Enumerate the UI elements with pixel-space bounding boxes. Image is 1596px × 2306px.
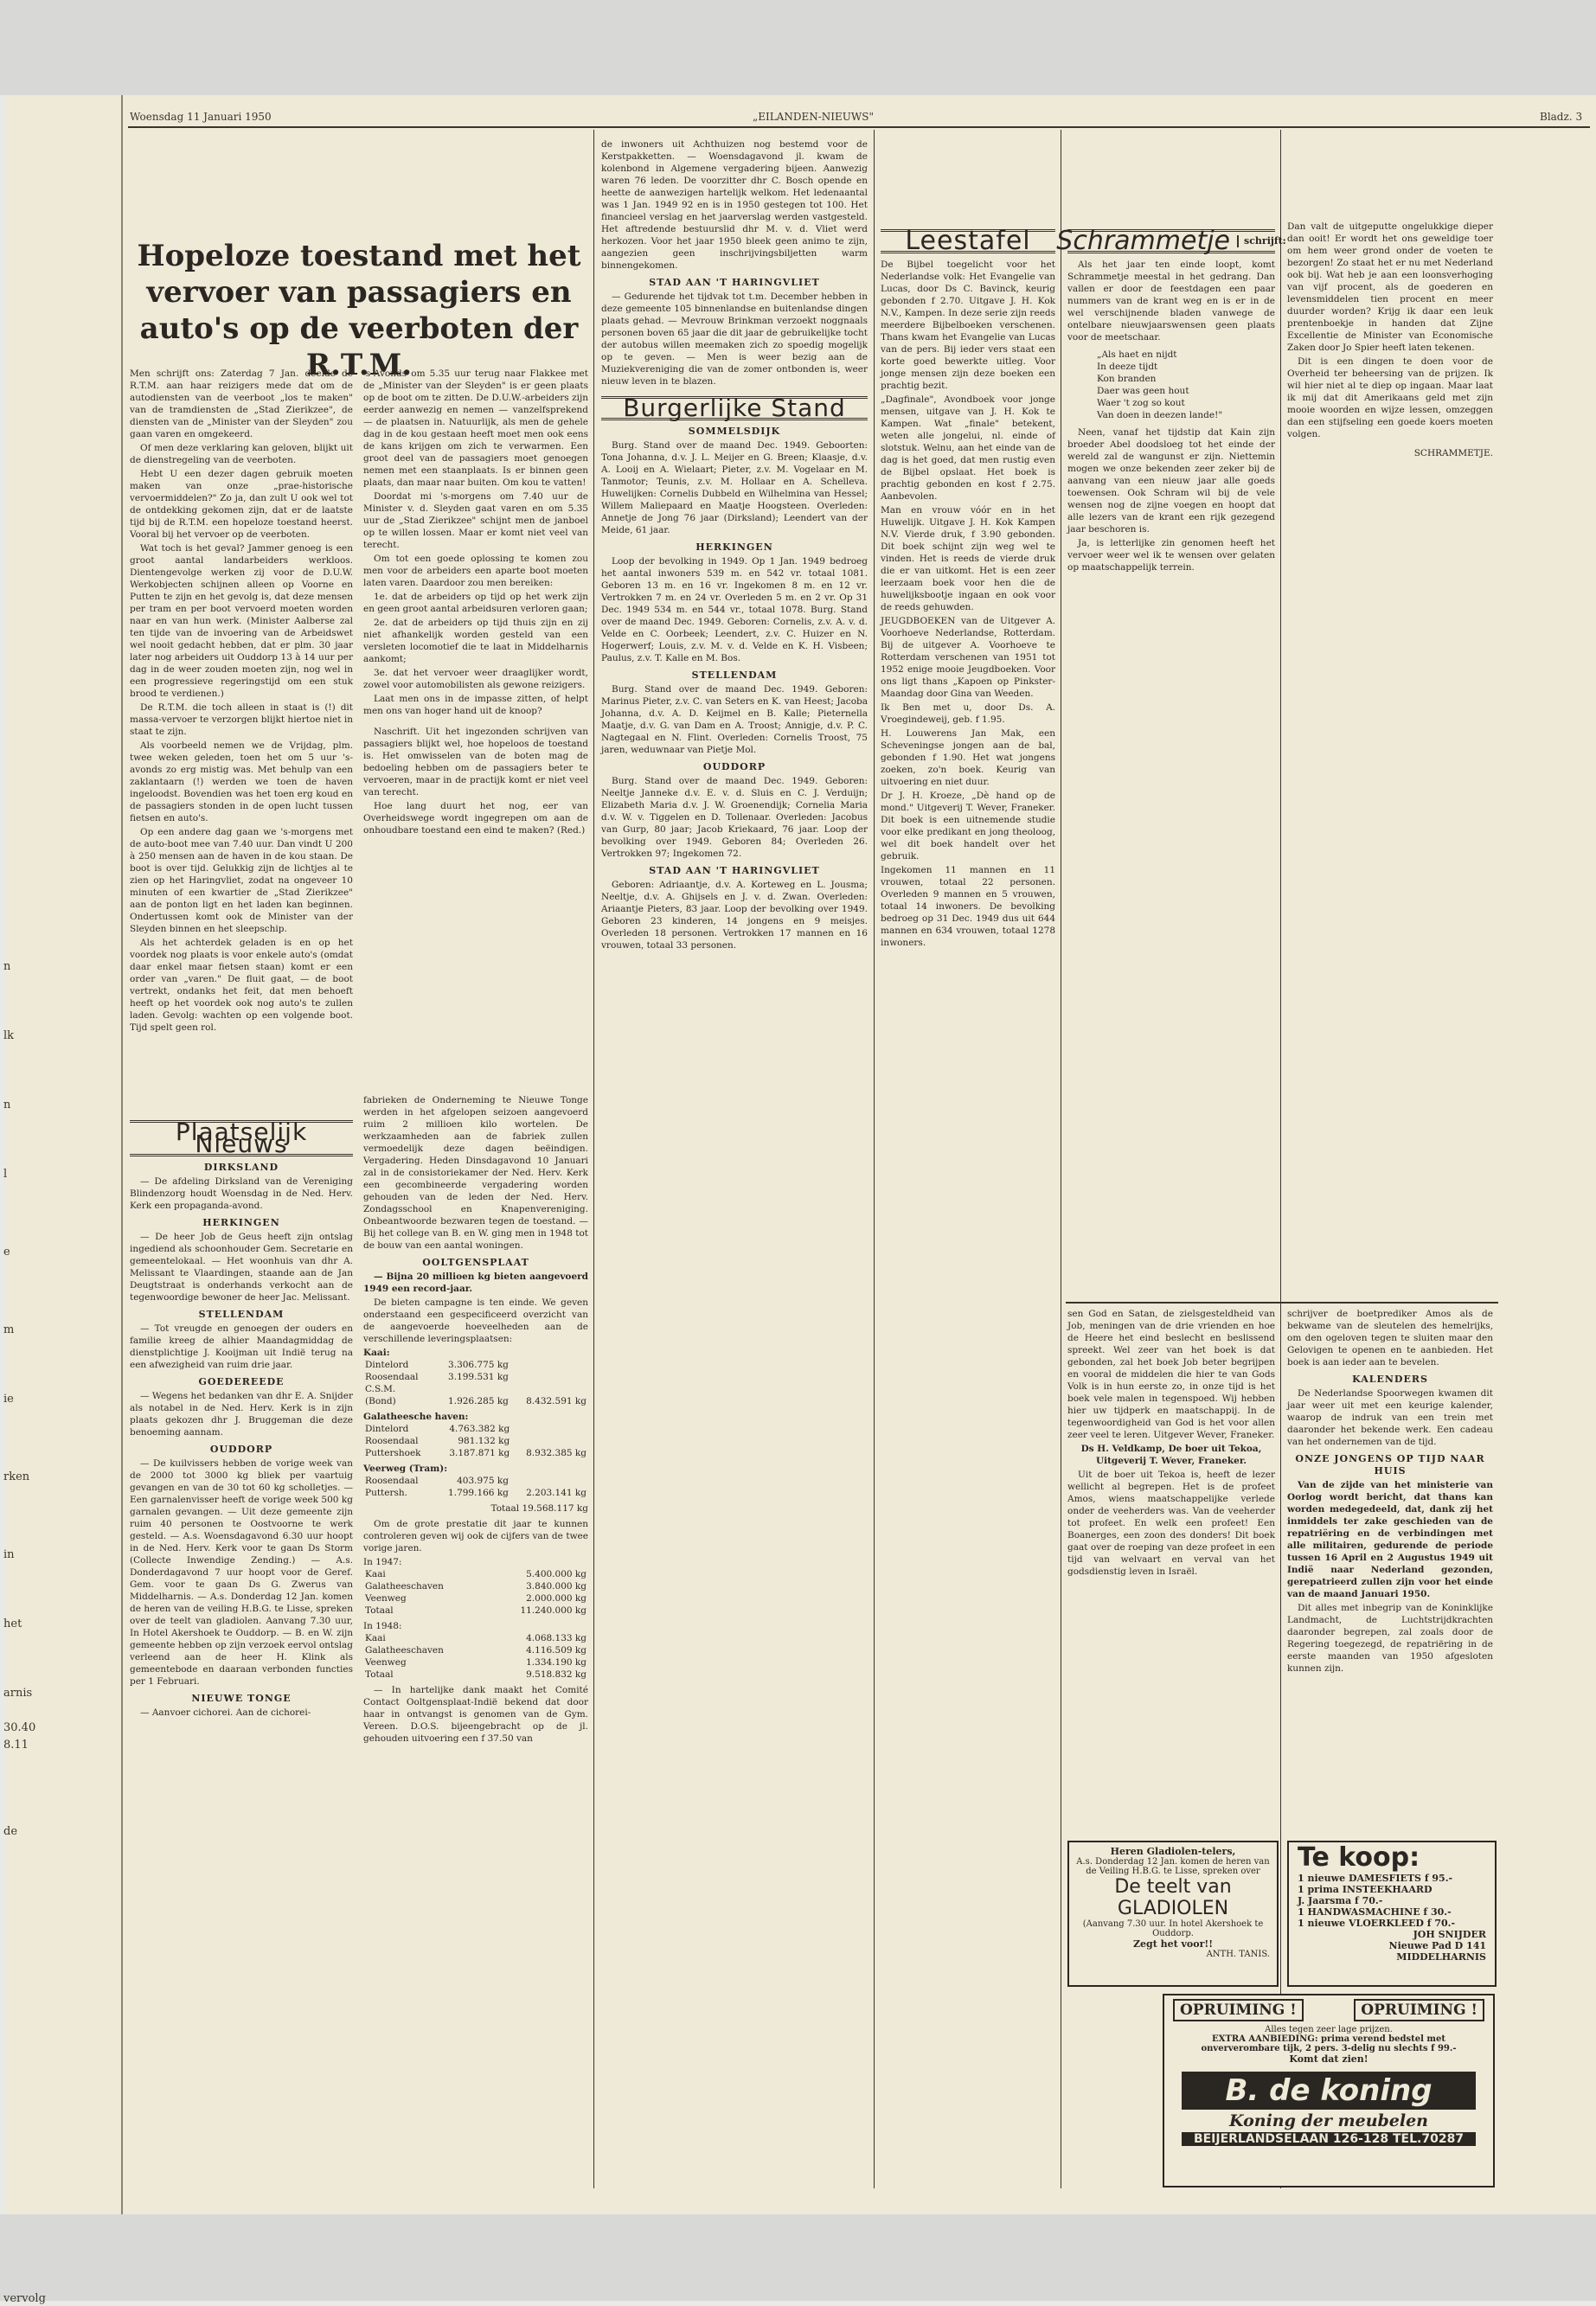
- table-row: [363, 1592, 588, 1605]
- strip-text: n: [3, 960, 11, 973]
- section-rule: [1066, 1302, 1498, 1304]
- strip-text: vervolg: [3, 2292, 46, 2305]
- table-cell: 981.132 kg: [458, 1436, 510, 1446]
- local-news-column: [130, 1111, 353, 2193]
- ad-de-koning: [1163, 1994, 1495, 2187]
- ad-line: 1 HANDWASMACHINE f 30.-: [1298, 1906, 1452, 1918]
- table-cell: 1.334.190 kg: [526, 1657, 586, 1668]
- table-cell: 2.203.141 kg: [526, 1488, 586, 1498]
- header-paper-name: „EILANDEN-NIEUWS": [753, 111, 874, 123]
- review-item: De Bijbel toegelicht voor het Nederlandse volk: Het Evangelie van Lucas, door Ds C. Bavinck, keurig gebonden f 2.70. Uitgave J. H. Kok N.V., Kampen. In deze serie zijn reeds meerdere Bijbelboeken verschenen. Thans kwam het Evangelie van Lucas van de pers. Bij ieder vers staat een korte goed bewerkte uitleg. Voor jonge mensen zijn deze boeken een prachtig bezit.: [881, 259, 1055, 391]
- table-cell: 8.932.385 kg: [526, 1448, 586, 1458]
- ad-title: Te koop:: [1298, 1842, 1420, 1873]
- section-heading: STAD AAN 'T HARINGVLIET: [649, 865, 820, 876]
- table-cell: Roosendaal: [365, 1476, 419, 1486]
- paragraph: Neen, vanaf het tijdstip dat Kain zijn broeder Abel doodsloeg tot het einde der wereld zal de wangunst er zijn. Niettemin mogen we onze bekenden zeer zeker bij de aanvang van een nieuw jaar alle goeds toewensen. Ook Schram wil bij de vele wensen nog de zijne voegen en hoopt dat alle lezers van de krant een rijk gezegend jaar beschoren is.: [1067, 427, 1275, 535]
- book-review-column: [1067, 1308, 1275, 1835]
- section-heading: STELLENDAM: [198, 1309, 285, 1320]
- paragraph: Als het achterdek geladen is en op het voordek nog plaats is voor enkele auto's (omdat daar enkel maar fietsen staan) komt er een order van „varen." De fluit gaat, — de boot vertrekt, ondanks het feit, dat men behoeft heeft op het voordek ook nog auto's te zullen laden. Gevolg: wachten op een volgende boot. Tijd spelt geen rol.: [130, 938, 353, 1033]
- column-rule: [593, 130, 594, 2188]
- paragraph: Op een andere dag gaan we 's-morgens met de auto-boot mee van 7.40 uur. Dan vindt U 200 à 250 mensen aan de haven in de kou staan. De boot is over tijd. Gelukkig zijn de lichtjes al te zien op het Haringvliet, zodat na ongeveer 10 minuten of een kwartier de „Stad Zierikzee" aan de ponton ligt en het laden kan beginnen. Ondertussen komt ook de Minister van der Sleyden binnen en het sleepschip.: [130, 827, 353, 934]
- table-cell: 3.199.531 kg: [448, 1372, 509, 1382]
- civil-registry-heading: Burgerlijke Stand: [601, 396, 868, 420]
- table-cell: [510, 1359, 588, 1371]
- ad-line: Komt dat zien!: [1289, 2053, 1368, 2065]
- rtm-article-headline-box: [130, 238, 588, 382]
- paragraph: Wat toch is het geval? Jammer genoeg is een groot aantal landarbeiders werkloos. Dientengevolge werken zij voor de D.U.W. Werkobjecten schijnen alleen op Voorne en Putten te zijn en het gevolg is, dat deze mensen per tram en per boot vervoerd moeten worden naar en van hun werk. (Minister Aalberse zal ten tijde van de invoering van de Arbeidswet wel nooit gedacht hebben, dat er plm. 30 jaar later nog arbeiders uit Ouddorp 13 à 14 uur per dag in de weer zouden moeten zijn, nog wel in een progressieve regeringstijd om een stuk brood te verdienen.): [130, 543, 353, 699]
- ad-title: GLADIOLEN: [1117, 1898, 1229, 1919]
- section-heading: ONZE JONGENS OP TIJD NAAR HUIS: [1295, 1453, 1485, 1476]
- table-row: [363, 1669, 588, 1681]
- poem-line: Kon branden: [1097, 374, 1157, 384]
- header-date: Woensdag 11 Januari 1950: [130, 111, 272, 123]
- ad-address: BEIJERLANDSELAAN 126-128 TEL.70287: [1182, 2132, 1476, 2146]
- paragraph: Geboren: Adriaantje, d.v. A. Korteweg en L. Jousma; Neeltje, d.v. A. Ghijsels en J. v. d. Zwan. Overleden: Ariaantje Pieters, 83 jaar. Loop der bevolking over 1949. Geboren 23 kinderen, 14 jongens en 9 meisjes. Overleden 18 personen. Vertrokken 17 mannen en 16 vrouwen, totaal 33 personen.: [601, 880, 868, 951]
- paragraph: 2e. dat de arbeiders op tijd thuis zijn en zij niet afhankelijk worden gesteld van een versleten locomotief die te laat in Middelharnis aankomt;: [363, 618, 588, 664]
- table-row: [363, 1371, 588, 1383]
- ad-line: J. Jaarsma f 70.-: [1298, 1895, 1383, 1906]
- column-4-leestafel: [881, 221, 1055, 2193]
- paragraph: — Tot vreugde en genoegen der ouders en familie kreeg de alhier Maandagmiddag de dienstplichtige J. Kooijman uit Indië terug na een afwezigheid van ruim drie jaar.: [130, 1323, 353, 1370]
- table-cell: 2.000.000 kg: [526, 1593, 586, 1604]
- table-cell: [510, 1475, 588, 1487]
- section-heading: OOLTGENSPLAAT: [422, 1257, 529, 1268]
- schrammetje-column-2: [1287, 221, 1493, 1297]
- paragraph: — Gedurende het tijdvak tot t.m. December hebben in deze gemeente 105 binnenlandse en buitenlandse dingen plaats gehad. — Mevrouw Brinkman verzoekt noggnaals personen boven 65 jaar die dit jaar de gebruikelijke tocht der autobus willen meemaken zich zo spoedig mogelijk op te geven. — Men is weer bezig aan de Muziekvereniging die van de zomer ontbonden is, weer nieuw leven in te blazen.: [601, 291, 868, 387]
- paragraph: Dit alles met inbegrip van de Koninklijke Landmacht, de Luchtstrijdkrachten daaronder begrepen, zal zoals door de Regering toegezegd, de repatriëring in de eerste maanden van 1950 afgesloten kunnen zijn.: [1287, 1603, 1493, 1674]
- table-cell: Dintelord: [365, 1360, 409, 1370]
- schrammetje-masthead: [1056, 226, 1286, 256]
- paragraph: De bieten campagne is ten einde. We geven onderstaand een gespecificeerd overzicht van de aangevoerde hoeveelheden aan de verschillende leveringsplaatsen:: [363, 1297, 588, 1344]
- review-item: Man en vrouw vóór en in het Huwelijk. Uitgave J. H. Kok Kampen N.V. Vierde druk, f 3.90 gebonden. Dit boek schijnt zijn weg wel te vinden. Het is reeds de vierde druk die er van uitkomt. Het is een zeer leerzaam boek voor hen die de huwelijksbootje ingaan en ook voor de reeds gehuwden.: [881, 505, 1055, 612]
- paragraph: Burg. Stand over de maand Dec. 1949. Geboren: Neeltje Janneke d.v. E. v. d. Sluis en C. J. Verduijn; Elizabeth Maria d.v. J. W. Groenendijk; Cornelia Maria d.v. W. v. Tiggelen en D. Tollenaar. Overleden: Jacobus van Gurp, 80 jaar; Jacob Kriekaard, 76 jaar. Loop der bevolking over 1949. Geboren 84; Overleden 26. Vertrokken 97; Ingekomen 72.: [601, 776, 868, 859]
- schrammetje-subtitle: schrijft:: [1237, 235, 1286, 247]
- strip-text: lk: [3, 1029, 15, 1042]
- strip-text: de: [3, 1825, 18, 1838]
- strip-text: ie: [3, 1393, 14, 1406]
- beet-table-veerweg: [363, 1475, 588, 1499]
- paragraph: schrijver de boetprediker Amos als de bekwame van de sleutelen des hemelrijks, om den ogeloven tegen te sluiten maar den Gelovigen te openen en te aanbieden. Het boek is aan ieder aan te bevelen.: [1287, 1309, 1493, 1368]
- paragraph: Dan valt de uitgeputte ongelukkige dieper dan ooit! Er wordt het ons geweldige toer om hem weer grond onder de voeten te bezorgen! Zo staat het er nu met Nederland ook bij. Wat heb je aan een loonsverhoging van vijf procent, als de goederen en levensmiddelen tien procent en meer duurder worden? Krijg ik daar een leuk prentenboekje in handen dat Zijne Excellentie de Minister van Economische Zaken door Jo Spier heeft laten tekenen.: [1287, 221, 1493, 353]
- paragraph: Men schrijft ons: Zaterdag 7 Jan. deelde de R.T.M. aan haar reizigers mede dat om de autodiensten van de veerboot „los te maken" van de tramdiensten de „Stad Zierikzee", de diensten van de „Minister van der Sleyden" zou gaan varen en omgekeerd.: [130, 368, 353, 439]
- paragraph: Burg. Stand over de maand Dec. 1949. Geboren: Marinus Pieter, z.v. C. van Seters en K. van Heest; Jacoba Johanna, d.v. A. D. Keijmel en B. Kalle; Pieternella Maatje, d.v. G. van Dam en A. Troost; Annigje, d.v. P. C. Nagtegaal en N. Flint. Overleden: Cornelis Troost, 75 jaren, weduwnaar van Pietje Mol.: [601, 684, 868, 755]
- paragraph: sen God en Satan, de zielsgesteldheid van Job, meningen van de drie vrienden en hoe de Heere het eind beslecht en beslissend spreekt. Wel zeer van het boek is dat gebonden, zal het boek Job beter begrijpen en vooral de middelen die hier te van Gods Volk is in hun eerste zo, in onze tijd is het boek vele malen in tegenspoed. Wij hebben hier uw tijdperk en maatschappij. In de tegenwoordigheid van God is het voor allen zeer veel te leren. Uitgever Wever, Franeker.: [1067, 1309, 1275, 1440]
- ad-tagline: Koning der meubelen: [1228, 2111, 1428, 2130]
- poem-line: In deeze tijdt: [1097, 362, 1158, 372]
- review-item: Dr J. H. Kroeze, „Dè hand op de mond." Uitgeverij T. Wever, Franeker. Dit boek is een uitnemende studie voor elke predikant en jong theoloog, wel dit boek handelt over het gebruik.: [881, 791, 1055, 862]
- section-heading: GOEDEREEDE: [198, 1376, 285, 1387]
- table-label: In 1948:: [363, 1621, 402, 1631]
- table-row: [363, 1605, 588, 1617]
- table-label: Veerweg (Tram):: [363, 1464, 448, 1474]
- paragraph: Burg. Stand over de maand Dec. 1949. Geboorten: Tona Johanna, d.v. J. L. Meijer en G. Breen; Klaasje, d.v. A. Looij en A. Wielaart; Pieter, z.v. M. Vogelaar en M. Tanmotor; Teunis, z.v. M. Hollaar en A. Schelleva. Huwelijken: Cornelis Dubbeld en Wilhelmina van Hessel; Willem Maliepaard en Maatje Hoogsteen. Overleden: Annetje de Jong 76 jaar (Dirksland); Leendert van der Meide, 61 jaar.: [601, 440, 868, 535]
- paragraph: Van de zijde van het ministerie van Oorlog wordt bericht, dat thans kan worden medegedeeld, dat, dank zij het inmiddels ter zake geschieden van de repatriëring en de verbindingen met alle militairen, gedurende de periode tussen 16 April en 2 Augustus 1949 uit Indië naar Nederland gezonden, gerepatrieerd zullen zijn voor het einde van de maand Januari 1950.: [1287, 1480, 1493, 1599]
- ad-line: JOH SNIJDER: [1413, 1929, 1486, 1940]
- section-heading: HERKINGEN: [202, 1217, 280, 1228]
- table-cell: (Bond): [365, 1396, 396, 1406]
- table-cell: [510, 1383, 588, 1395]
- strip-text: m: [3, 1323, 15, 1336]
- table-cell: 5.400.000 kg: [526, 1569, 586, 1579]
- paragraph: 1e. dat de arbeiders op tijd op het werk zijn en geen groot aantal arbeidsuren verloren gaan;: [363, 592, 588, 614]
- table-cell: Totaal: [365, 1605, 394, 1616]
- table-cell: [511, 1423, 588, 1435]
- column-rule: [874, 130, 875, 2188]
- strip-text: rken: [3, 1470, 30, 1483]
- paragraph: Uit de boer uit Tekoa is, heeft de lezer wellicht al begrepen. Het is de profeet Amos, wiens maatschappelijke verlede onder de veeherders was. Van de veeherder tot profeet. En welk een profeet! Een Boanerges, een zoon des donders! Dit boek gaat over de roeping van deze profeet in een tijd van welvaart en verval van het godsdienstig leven in Israël.: [1067, 1470, 1275, 1577]
- poem-line: Daer was geen hout: [1097, 386, 1189, 396]
- ad-line: Heren Gladiolen-telers,: [1110, 1846, 1236, 1857]
- table-row: [363, 1644, 588, 1656]
- ad-line: ANTH. TANIS.: [1206, 1950, 1270, 1959]
- table-cell: Galatheeschaven: [365, 1645, 444, 1656]
- ad-line: EXTRA AANBIEDING: prima verend bedstel met onververombare tijk, 2 pers. 3-delig nu slechts f 99.-: [1201, 2034, 1457, 2053]
- editor-postscript: Naschrift. Uit het ingezonden schrijven van passagiers blijkt wel, hoe hopeloos de toestand is. Het omwisselen van de boten mag de bedoeling hebben om de passagiers beter te vervoeren, maar in de practijk komt er niet veel van terecht.: [363, 727, 588, 797]
- table-row: [363, 1580, 588, 1592]
- table-cell: Kaai: [365, 1633, 386, 1643]
- column-rule: [1280, 130, 1281, 2188]
- rtm-article-col-b: [363, 368, 588, 1086]
- strip-text: 8.11: [3, 1739, 29, 1752]
- table-cell: Totaal: [365, 1669, 394, 1680]
- table-cell: 1.926.285 kg: [448, 1396, 509, 1406]
- section-heading: HERKINGEN: [695, 541, 773, 553]
- header-page-number: Bladz. 3: [1540, 111, 1583, 123]
- news-lower-column: [1287, 1308, 1493, 1835]
- ad-line: 1 nieuwe DAMESFIETS f 95.-: [1298, 1873, 1453, 1884]
- poem-line: „Als haet en nijdt: [1097, 349, 1177, 360]
- poem-line: Van doen in deezen lande!": [1097, 410, 1223, 420]
- table-cell: 4.068.133 kg: [526, 1633, 586, 1643]
- paragraph: Hebt U een dezer dagen gebruik moeten maken van onze „prae-historische vervoermiddelen?" Zo ja, dan zult U ook wel tot de ontdekking gekomen zijn, dat er de laatste tijd bij de R.T.M. een hopeloze toestand heerst. Vooral bij het vervoer op de veerboten.: [130, 469, 353, 540]
- table-label: Kaai:: [363, 1348, 390, 1358]
- paragraph: — In hartelijke dank maakt het Comité Contact Ooltgensplaat-Indië bekend dat door haar in ontvangst is genomen van de Gym. Vereen. D.O.S. bijeengebracht op de jl. gehouden uitvoering een f 37.50 van: [363, 1685, 588, 1744]
- ad-line: (Aanvang 7.30 uur. In hotel Akershoek te Ouddorp.: [1082, 1919, 1264, 1938]
- paragraph: Om de grote prestatie dit jaar te kunnen controleren geven wij ook de cijfers van de twee vorige jaren.: [363, 1519, 588, 1553]
- de-koning-logo: B. de koning: [1182, 2072, 1476, 2110]
- paragraph: — De heer Job de Geus heeft zijn ontslag ingediend als schoonhouder Gem. Secretarie en gemeentelokaal. — Het woonhuis van dhr A. Melissant te Vlaardingen, staande aan de Jan Deugtstraat is onderhands verkocht aan de tegenwoordige bewoner de heer Jac. Melissant.: [130, 1232, 353, 1303]
- paragraph: Loop der bevolking in 1949. Op 1 Jan. 1949 bedroeg het aantal inwoners 539 m. en 542 vr. totaal 1081. Geboren 13 m. en 16 vr. Ingekomen 8 m. en 12 vr. Vertrokken 7 m. en 24 vr. Overleden 5 m. en 2 vr. Op 31 Dec. 1949 534 m. en 544 vr., totaal 1078. Burg. Stand over de maand Dec. 1949. Geboren: Cornelis, z.v. A. v. d. Velde en C. Oorbeek; Leendert, z.v. C. Huizer en N. Hogerwerf; Louis, z.v. M. v. d. Velde en K. H. Visbeen; Paulus, z.v. T. Kalle en M. Bos.: [601, 556, 868, 663]
- rtm-article-headline: Hopeloze toestand met het vervoer van passagiers en auto's op de veerboten der R.T.M.: [137, 239, 581, 382]
- section-heading: OUDDORP: [702, 761, 766, 772]
- ad-line: 1 prima INSTEEKHAARD: [1298, 1884, 1433, 1895]
- review-item: „Dagfinale", Avondboek voor jonge mensen, uitgave van J. H. Kok te Kampen. Wat „finale" betekent, weten alle jongelui, nl. einde of slotstuk. Welnu, aan het einde van de dag is het goed, dat men rustig even de Bijbel opslaat. Het boek is prachtig gebonden en kost f 2.75. Aanbevolen.: [881, 394, 1055, 502]
- table-row: [363, 1475, 588, 1487]
- table-row: [363, 1435, 588, 1447]
- paragraph: Dit is een dingen te doen voor de Overheid ter beheersing van de prijzen. Ik wil hier niet al te diep op ingaan. Maar laat ik mij dat dit Amerikaans geld met zijn mooie woorden en wijze lessen, omzeggen dan een stijfseling een goede koers moeten volgen.: [1287, 356, 1493, 439]
- table-cell: 8.432.591 kg: [526, 1396, 586, 1406]
- table-row: [363, 1383, 588, 1395]
- table-row: [363, 1632, 588, 1644]
- ad-row: [1164, 1995, 1493, 2025]
- strip-text: het: [3, 1617, 22, 1630]
- table-cell: 9.518.832 kg: [526, 1669, 586, 1680]
- section-heading: STAD AAN 'T HARINGVLIET: [649, 277, 820, 288]
- section-heading: STELLENDAM: [691, 669, 778, 681]
- paragraph: — De kuilvissers hebben de vorige week van de 2000 tot 3000 kg bliek per vaartuig gevangen en van de 30 tot 60 kg scholletjes. — Een garnalenvisser heeft de vorige week 500 kg garnalen gevangen. — Uit deze gemeente zijn ruim 40 personen te Oostvoorne te werk gesteld. — A.s. Woensdagavond 6.30 uur hoopt in de Ned. Herv. Kerk voor te gaan Ds Storm (Collecte Inwendige Zending.) — A.s. Donderdagavond 7 uur hoopt voor de Geref. Gem. voor te gaan Ds G. Zwerus van Middelharnis. — A.s. Donderdag 12 Jan. komen de heren van de veiling H.B.G. te Lisse, spreken over de teelt van gladiolen. Aanvang 7.30 uur, In Hotel Akershoek te Ouddorp. — B. en W. zijn gemeente hebben op zijn verzoek eervol ontslag verleend aan de heer H. Klink als gemeentebode en daaraan verbonden functies per 1 Februari.: [130, 1458, 353, 1687]
- schrammetje-column: [1056, 221, 1286, 1297]
- ad-line: Nieuwe Pad D 141: [1388, 1940, 1486, 1951]
- table-cell: 11.240.000 kg: [520, 1605, 586, 1616]
- ooltgensplaat-column: [363, 1094, 588, 2193]
- table-cell: 1.799.166 kg: [448, 1488, 509, 1498]
- strip-text: l: [3, 1168, 8, 1181]
- ad-title: De teelt van: [1114, 1876, 1232, 1898]
- strip-text: 30.40: [3, 1721, 36, 1734]
- beet-table-1948: [363, 1632, 588, 1681]
- table-cell: 403.975 kg: [457, 1476, 509, 1486]
- paragraph: 3e. dat het vervoer weer draaglijker wordt, zowel voor automobilisten als gewone reizigers.: [363, 668, 588, 690]
- ad-badge: OPRUIMING !: [1354, 1999, 1484, 2021]
- section-heading: NIEUWE TONGE: [191, 1693, 292, 1704]
- table-cell: 3.840.000 kg: [526, 1581, 586, 1592]
- editor-postscript: Hoe lang duurt het nog, eer van Overheidswege wordt ingegrepen om aan de onhoudbare toestand een eind te maken? (Red.): [363, 801, 588, 836]
- strip-text: in: [3, 1548, 15, 1561]
- table-cell: 3.306.775 kg: [448, 1360, 509, 1370]
- table-cell: Veenweg: [365, 1657, 407, 1668]
- review-title: Ds H. Veldkamp, De boer uit Tekoa, Uitgeverij T. Wever, Franeker.: [1080, 1444, 1262, 1466]
- paragraph: — Bijna 20 millioen kg bieten aangevoerd 1949 een record-jaar.: [363, 1272, 588, 1294]
- previous-page-strip: [0, 95, 123, 2305]
- rtm-article-col-a: [130, 368, 353, 1103]
- table-cell: 4.763.382 kg: [449, 1424, 510, 1434]
- table-cell: 3.187.871 kg: [449, 1448, 510, 1458]
- table-row: [363, 1656, 588, 1669]
- paragraph: — Wegens het bedanken van dhr E. A. Snijder als notabel in de Ned. Herv. Kerk is in zijn plaats gekozen dhr J. Bruggeman die deze benoeming aannam.: [130, 1391, 353, 1438]
- ad-gladiolen: [1067, 1841, 1279, 1987]
- review-item: Ingekomen 11 mannen en 11 vrouwen, totaal 22 personen. Overleden 9 mannen en 5 vrouwen, totaal 14 inwoners. De bevolking bedroeg op 31 Dec. 1949 dus uit 644 mannen en 634 vrouwen, totaal 1278 inwoners.: [881, 865, 1055, 948]
- table-cell: Galatheeschaven: [365, 1581, 444, 1592]
- ad-line: MIDDELHARNIS: [1396, 1951, 1486, 1963]
- table-cell: [511, 1435, 588, 1447]
- table-cell: [433, 1383, 510, 1395]
- review-item: H. Louwerens Jan Mak, een Scheveningse jongen aan de bal, gebonden f 1.90. Het wat jongens zoeken, zo'n boek. Keurig van uitvoering en niet duur.: [881, 728, 1055, 787]
- table-cell: Puttersh.: [365, 1488, 407, 1498]
- section-heading: OUDDORP: [209, 1444, 273, 1455]
- local-news-heading: Plaatselijk Nieuws: [130, 1120, 353, 1156]
- table-cell: Dintelord: [365, 1424, 409, 1434]
- table-cell: Roosendaal: [365, 1372, 419, 1382]
- table-row: [363, 1423, 588, 1435]
- table-row: [363, 1568, 588, 1580]
- review-item: Ik Ben met u, door Ds. A. Vroegindeweij, geb. f 1.95.: [881, 702, 1055, 725]
- table-label: Galatheesche haven:: [363, 1412, 469, 1422]
- beet-table-galathee: [363, 1423, 588, 1459]
- paragraph: Laat men ons in de impasse zitten, of helpt men ons van hoger hand uit de knoop?: [363, 694, 588, 716]
- poem: [1097, 349, 1275, 421]
- paragraph: Als het jaar ten einde loopt, komt Schrammetje meestal in het gedrang. Dan vallen er door de feestdagen een paar nummers van de krant weg en is er in de wel verschijnende bladen vanwege de ontelbare nieuwjaarswensen geen plaats voor de meetschaar.: [1067, 259, 1275, 343]
- paragraph: Om tot een goede oplossing te komen zou men voor de arbeiders een aparte boot moeten laten varen. Daardoor zou men bereiken:: [363, 554, 588, 588]
- paragraph: Of men deze verklaring kan geloven, blijkt uit de dienstregeling van de veerboten.: [130, 443, 353, 465]
- table-row: [363, 1359, 588, 1371]
- paragraph: 's-Avonds om 5.35 uur terug naar Flakkee met de „Minister van der Sleyden" is er geen plaats op de boot om te zitten. De D.U.W.-arbeiders zijn eerder aanwezig en nemen — vanzelfsprekend — de plaatsen in. Natuurlijk, als men de gehele dag in de kou gestaan heeft moet men ook eens de kans krijgen om zich te verwarmen. Een groot deel van de passagiers moet genoegen nemen met een staanplaats. Is er binnen geen plaats, dan maar naar buiten. Om kou te vatten!: [363, 368, 588, 488]
- paragraph: Ja, is letterlijke zin genomen heeft het vervoer weer wel ik te wensen over gelaten op maatschappelijk terrein.: [1067, 538, 1275, 573]
- column-3: [601, 138, 868, 2193]
- scan-background-top: [0, 0, 1596, 95]
- author-signature: SCHRAMMETJE.: [1413, 448, 1493, 458]
- strip-text: n: [3, 1099, 11, 1111]
- table-cell: 4.116.509 kg: [526, 1645, 586, 1656]
- table-cell: Veenweg: [365, 1593, 407, 1604]
- strip-text: arnis: [3, 1687, 33, 1700]
- paragraph: — Aanvoer cichorei. Aan de cichorei-: [140, 1707, 311, 1718]
- ad-line: A.s. Donderdag 12 Jan. komen de heren van de Veiling H.B.G. te Lisse, spreken over: [1076, 1857, 1270, 1876]
- section-heading: DIRKSLAND: [203, 1162, 279, 1173]
- strip-text: e: [3, 1246, 10, 1259]
- beet-table-kaai: [363, 1359, 588, 1407]
- table-row: [363, 1447, 588, 1459]
- header-rule: [128, 126, 1590, 128]
- table-cell: Roosendaal: [365, 1436, 419, 1446]
- section-heading: SOMMELSDIJK: [688, 426, 781, 437]
- ad-badge: OPRUIMING !: [1173, 1999, 1304, 2021]
- scan-background-bottom: [0, 2214, 1596, 2301]
- table-cell: Puttershoek: [365, 1448, 421, 1458]
- beet-table-1947: [363, 1568, 588, 1617]
- ad-te-koop: [1287, 1841, 1497, 1987]
- table-cell: C.S.M.: [365, 1384, 396, 1394]
- schrammetje-title: Schrammetje: [1056, 226, 1231, 256]
- paragraph: de inwoners uit Achthuizen nog bestemd voor de Kerstpakketten. — Woensdagavond jl. kwam de kolenbond in Algemene vergadering bijeen. Aanwezig waren 76 leden. De voorzitter dhr C. Bosch opende en heette de aanwezigen hartelijk welkom. Het ledenaantal was 1 Jan. 1949 92 en is in 1950 gestegen tot 100. Het financieel verslag en het jaarverslag werden vastgesteld. Het aftredende bestuurslid dhr M. v. d. Vliet werd herkozen. Voor het jaar 1950 bleek geen animo te zijn, aangezien geen inschrijvingsbiljetten warm binnengekomen.: [601, 139, 868, 271]
- table-row: [363, 1395, 588, 1407]
- table-cell: [510, 1371, 588, 1383]
- ad-line: 1 nieuwe VLOERKLEED f 70.-: [1298, 1918, 1456, 1929]
- paragraph: — De afdeling Dirksland van de Vereniging Blindenzorg houdt Woensdag in de Ned. Herv. Kerk een propaganda-avond.: [130, 1176, 353, 1211]
- paragraph: fabrieken de Onderneming te Nieuwe Tonge werden in het afgelopen seizoen aangevoerd ruim 2 millioen kilo wortelen. De werkzaamheden aan de fabriek zullen vermoedelijk deze dagen beëindigen. Vergadering. Heden Dinsdagavond 10 Januari zal in de consistoriekamer der Ned. Herv. Kerk een gecombineerde vergadering worden gehouden van de leden der Ned. Herv. Zondagsschool en Knapenvereniging. Onbeantwoorde bezwaren tegen de toestand. — Bij het college van B. en W. ging men in 1948 tot de bouw van een aantal woningen.: [363, 1095, 588, 1251]
- beet-total: Totaal 19.568.117 kg: [490, 1503, 588, 1514]
- table-row: [363, 1487, 588, 1499]
- paragraph: Als voorbeeld nemen we de Vrijdag, plm. twee weken geleden, toen het om 5 uur 's-avonds zo erg mistig was. Met behulp van een zaklantaarn (!) werden we toen de haven ingeloodst. Bovendien was het toen erg koud en de passagiers stonden in de open lucht tussen fietsen en auto's.: [130, 740, 353, 823]
- ad-line: Alles tegen zeer lage prijzen.: [1265, 2025, 1393, 2034]
- reading-table-heading: Leestafel: [881, 229, 1055, 253]
- ad-line: Zegt het voor!!: [1132, 1938, 1214, 1950]
- paragraph: De R.T.M. die toch alleen in staat is (!) dit massa-vervoer te verzorgen blijkt hiertoe niet in staat te zijn.: [130, 702, 353, 737]
- poem-line: Waer 't zog so kout: [1097, 398, 1185, 408]
- table-label: In 1947:: [363, 1557, 402, 1567]
- paragraph: De Nederlandse Spoorwegen kwamen dit jaar weer uit met een keurige kalender, waarop de indruk van een trein met daaronder het bekende werk. Een cadeau van het ondernemen van de tijd.: [1287, 1388, 1493, 1447]
- section-heading: KALENDERS: [1352, 1374, 1428, 1385]
- table-cell: Kaai: [365, 1569, 386, 1579]
- review-item: JEUGDBOEKEN van de Uitgever A. Voorhoeve Nederlandse, Rotterdam. Bij de uitgever A. Voorhoeve te Rotterdam verschenen van 1951 tot 1952 enige mooie Jeugdboeken. Voor ons ligt thans „Kapoen op Pinkster-Maandag door Gina van Weeden.: [881, 616, 1055, 699]
- paragraph: Doordat mi 's-morgens om 7.40 uur de Minister v. d. Sleyden gaat varen en om 5.35 uur de „Stad Zierikzee" schijnt men de janboel op te willen lossen. Maar er komt niet veel van terecht.: [363, 491, 588, 550]
